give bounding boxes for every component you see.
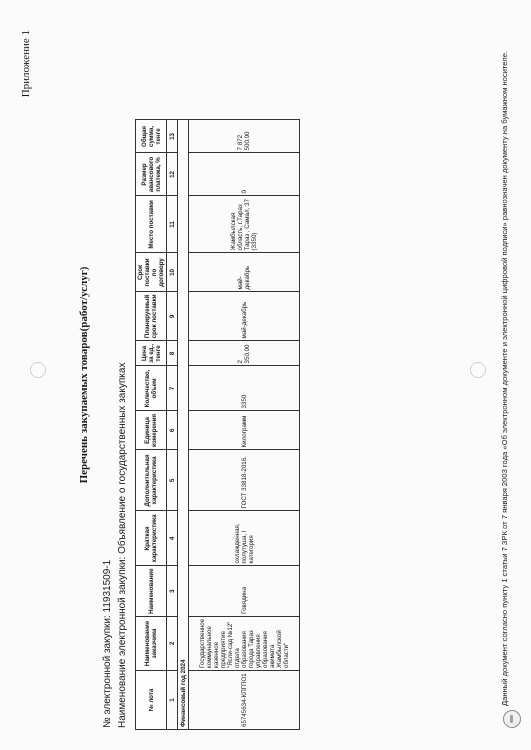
col-header-unit: Единица измерения <box>136 411 167 450</box>
col-number: 6 <box>167 411 178 450</box>
cell-extra: ГОСТ 33818-2016. <box>189 450 300 511</box>
cell-price: 2 350,00 <box>189 341 300 366</box>
cell-lot: 65745634-КПГПО1 <box>189 671 300 730</box>
cell-planned: май-декабрь <box>189 292 300 341</box>
cell-customer: Государственное коммунальное казенное предприятие "Ясли-сад №12" отдела образования города Тараз управления образования акимата Жамбылской области" <box>189 616 300 670</box>
col-number: 2 <box>167 616 178 670</box>
col-number: 9 <box>167 292 178 341</box>
col-header-advance: Размер авансового платежа, % <box>136 153 167 196</box>
cell-advance: 0 <box>189 153 300 196</box>
page-title: Перечень закупаемых товаров(работ/услуг) <box>78 266 90 484</box>
col-header-place: Место поставки <box>136 196 167 253</box>
col-header-contract: Срок поставки по договору <box>136 253 167 292</box>
col-header-planned: Планируемый срок поставки <box>136 292 167 341</box>
col-number: 10 <box>167 253 178 292</box>
cell-total: 7 872 500,00 <box>189 120 300 153</box>
column-number-row <box>167 120 178 730</box>
col-number: 12 <box>167 153 178 196</box>
col-header-extra: Дополнительная характеристика <box>136 450 167 511</box>
legal-footer: Данный документ согласно пункту 1 статьи 7 ЗРК от 7 января 2003 года «Об электронном документе и электронной цифровой подписи» равнозначен документу на бумажном носителе. <box>500 50 509 706</box>
col-header-total: Общая сумма, тенге <box>136 120 167 153</box>
col-number: 3 <box>167 566 178 616</box>
col-number: 5 <box>167 450 178 511</box>
col-number: 13 <box>167 120 178 153</box>
col-header-qty: Количество, объем <box>136 366 167 411</box>
procurement-name: Наименование электронной закупки: Объявление о государственных закупках <box>117 362 128 728</box>
procurement-number: № электронной закупки: 11931509-1 <box>102 559 113 728</box>
col-number: 8 <box>167 341 178 366</box>
cell-name: Говядина <box>189 566 300 616</box>
col-header-customer: Наименование заказчика <box>136 616 167 670</box>
section-row <box>178 120 189 730</box>
col-header-short: Краткая характеристика <box>136 511 167 566</box>
cell-contract: май-декабрь <box>189 253 300 292</box>
col-number: 7 <box>167 366 178 411</box>
table-row <box>189 120 300 730</box>
goods-table <box>135 119 300 730</box>
col-number: 11 <box>167 196 178 253</box>
cell-short: охлажденная, полутуша, I категория <box>189 511 300 566</box>
col-header-name: Наименование <box>136 566 167 616</box>
header-row <box>136 120 167 730</box>
punch-hole <box>470 362 486 378</box>
col-header-price: Цена за ед., тенге <box>136 341 167 366</box>
cell-place: Жамбылская область, г.Тараз Тараз , Самал, 37 (3350) <box>189 196 300 253</box>
cell-qty: 3350 <box>189 366 300 411</box>
col-number: 4 <box>167 511 178 566</box>
appendix-label: Приложение 1 <box>20 30 32 98</box>
punch-hole <box>30 362 46 378</box>
signature-seal-icon <box>503 710 521 728</box>
col-number: 1 <box>167 671 178 730</box>
col-header-lot: № лота <box>136 671 167 730</box>
cell-unit: Килограмм <box>189 411 300 450</box>
fiscal-year-label: Финансовый год 2024 <box>178 120 189 730</box>
